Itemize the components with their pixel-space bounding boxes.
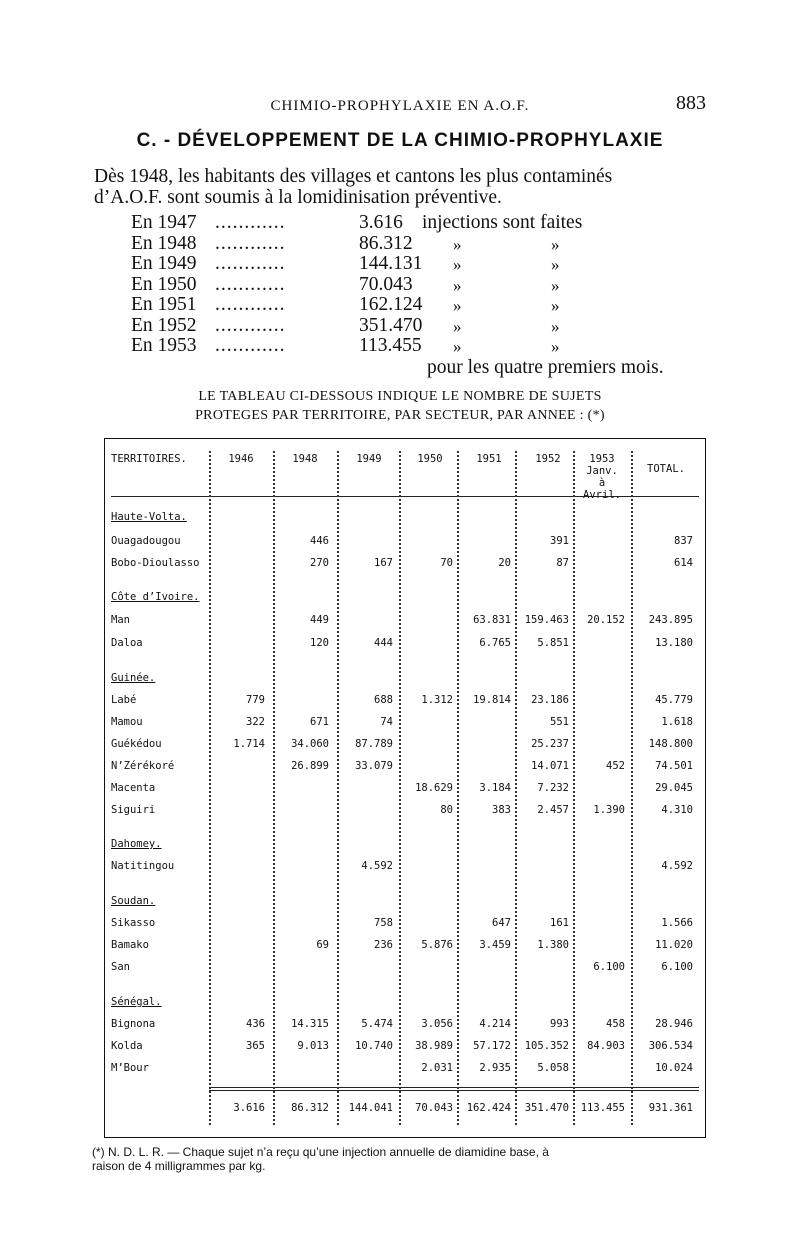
table-cell: 34.060 bbox=[291, 738, 329, 750]
table-cell: 2.031 bbox=[421, 1062, 453, 1074]
ditto-mark: » bbox=[453, 255, 462, 274]
table-cell: 84.903 bbox=[587, 1040, 625, 1052]
table-cell: 1.618 bbox=[661, 716, 693, 728]
table-cell: 87 bbox=[556, 557, 569, 569]
table-cell: 4.214 bbox=[479, 1018, 511, 1030]
injection-count: 86.312 bbox=[359, 232, 413, 254]
sector-name: Ouagadougou bbox=[111, 535, 181, 547]
table-row bbox=[105, 535, 705, 551]
table-cell: 243.895 bbox=[648, 614, 693, 626]
sector-name: Man bbox=[111, 614, 130, 626]
total-cell: 86.312 bbox=[291, 1102, 329, 1114]
table-cell: 57.172 bbox=[473, 1040, 511, 1052]
table-cell: 18.629 bbox=[415, 782, 453, 794]
header-1953-janv: Janv. bbox=[586, 465, 618, 477]
intro-line-2: d’A.O.F. sont soumis à la lomidinisation préventive. bbox=[94, 187, 502, 208]
sector-name: M’Bour bbox=[111, 1062, 149, 1074]
year-label: En 1952 bbox=[131, 314, 197, 336]
table-cell: 551 bbox=[550, 716, 569, 728]
year-label: En 1948 bbox=[131, 232, 197, 254]
injection-count: 113.455 bbox=[359, 335, 422, 356]
table-cell: 436 bbox=[246, 1018, 265, 1030]
table-cell: 9.013 bbox=[297, 1040, 329, 1052]
totals-rule-1 bbox=[209, 1087, 699, 1088]
table-cell: 270 bbox=[310, 557, 329, 569]
header-1953-a: à bbox=[598, 477, 606, 489]
note-1953: pour les quatre premiers mois. bbox=[427, 357, 664, 378]
running-head: CHIMIO-PROPHYLAXIE EN A.O.F. bbox=[270, 98, 530, 114]
footnote bbox=[92, 1145, 712, 1173]
table-cell: 444 bbox=[374, 637, 393, 649]
table-cell: 159.463 bbox=[524, 614, 569, 626]
total-cell: 931.361 bbox=[648, 1102, 693, 1114]
injection-count: 3.616 bbox=[359, 212, 403, 233]
ditto-mark: » bbox=[453, 337, 462, 356]
table-cell: 148.800 bbox=[648, 738, 693, 750]
table-cell: 3.056 bbox=[421, 1018, 453, 1030]
ditto-mark: » bbox=[551, 234, 560, 254]
territory-name: Côte d’Ivoire. bbox=[111, 591, 200, 603]
table-row bbox=[105, 860, 705, 876]
table-cell: 2.457 bbox=[537, 804, 569, 816]
table-cell: 647 bbox=[492, 917, 511, 929]
table-cell: 236 bbox=[374, 939, 393, 951]
intro-line-1: Dès 1948, les habitants des villages et cantons les plus contaminés bbox=[94, 166, 613, 187]
table-cell: 688 bbox=[374, 694, 393, 706]
total-cell: 3.616 bbox=[233, 1102, 265, 1114]
territory-name: Guinée. bbox=[111, 672, 156, 684]
table-cell: 29.045 bbox=[655, 782, 693, 794]
injection-count: 70.043 bbox=[359, 273, 413, 295]
table-cell: 5.474 bbox=[361, 1018, 393, 1030]
table-row bbox=[105, 939, 705, 955]
header-1952: 1952 bbox=[535, 453, 561, 465]
header-1953 bbox=[573, 453, 631, 501]
table-cell: 837 bbox=[674, 535, 693, 547]
table-cell: 105.352 bbox=[524, 1040, 569, 1052]
table-cell: 2.935 bbox=[479, 1062, 511, 1074]
year-label: En 1951 bbox=[131, 294, 197, 315]
table-row bbox=[105, 557, 705, 573]
table-row bbox=[105, 760, 705, 776]
table-cell: 5.851 bbox=[537, 637, 569, 649]
sector-name: N’Zérékoré bbox=[111, 760, 175, 772]
table-cell: 1.566 bbox=[661, 917, 693, 929]
table-cell: 306.534 bbox=[648, 1040, 693, 1052]
ditto-mark: » bbox=[551, 316, 560, 336]
leader-dots: ............ bbox=[215, 273, 286, 295]
table-cell: 6.100 bbox=[661, 961, 693, 973]
header-1950: 1950 bbox=[417, 453, 443, 465]
table-caption bbox=[0, 387, 800, 425]
footnote-line-1: (*) N. D. L. R. — Chaque sujet n’a reçu qu’une injection annuelle de diamidine base, à bbox=[92, 1145, 549, 1159]
table-cell: 14.315 bbox=[291, 1018, 329, 1030]
table-row bbox=[105, 961, 705, 977]
header-1953-avril: Avril. bbox=[583, 489, 621, 501]
territory-group-row bbox=[105, 838, 705, 854]
ditto-mark: » bbox=[453, 316, 462, 336]
table-cell: 452 bbox=[606, 760, 625, 772]
table-cell: 6.765 bbox=[479, 637, 511, 649]
table-cell: 7.232 bbox=[537, 782, 569, 794]
table-row bbox=[105, 1062, 705, 1078]
leader-dots: ............ bbox=[215, 212, 286, 233]
table-cell: 11.020 bbox=[655, 939, 693, 951]
header-1948: 1948 bbox=[292, 453, 318, 465]
table-row bbox=[105, 782, 705, 798]
table-cell: 671 bbox=[310, 716, 329, 728]
table-cell: 993 bbox=[550, 1018, 569, 1030]
table-cell: 87.789 bbox=[355, 738, 393, 750]
table-cell: 23.186 bbox=[531, 694, 569, 706]
table-cell: 80 bbox=[440, 804, 453, 816]
year-label: En 1950 bbox=[131, 273, 197, 295]
table-cell: 458 bbox=[606, 1018, 625, 1030]
territory-name: Sénégal. bbox=[111, 996, 162, 1008]
table-cell: 5.876 bbox=[421, 939, 453, 951]
ditto-mark: » bbox=[551, 255, 560, 274]
table-cell: 383 bbox=[492, 804, 511, 816]
table-cell: 38.989 bbox=[415, 1040, 453, 1052]
sector-name: Labé bbox=[111, 694, 137, 706]
total-cell: 70.043 bbox=[415, 1102, 453, 1114]
sector-name: Sikasso bbox=[111, 917, 156, 929]
table-cell: 74 bbox=[380, 716, 393, 728]
section-heading: C. - DÉVELOPPEMENT DE LA CHIMIO-PROPHYLAXIE bbox=[136, 130, 664, 151]
year-label: En 1947 bbox=[131, 212, 197, 233]
table-cell: 161 bbox=[550, 917, 569, 929]
table-cell: 167 bbox=[374, 557, 393, 569]
sector-name: Siguiri bbox=[111, 804, 156, 816]
table-row bbox=[105, 1018, 705, 1034]
header-1951: 1951 bbox=[476, 453, 502, 465]
table-cell: 10.740 bbox=[355, 1040, 393, 1052]
table-cell: 70 bbox=[440, 557, 453, 569]
leader-dots: ............ bbox=[215, 335, 286, 356]
header-1949: 1949 bbox=[356, 453, 382, 465]
table-cell: 614 bbox=[674, 557, 693, 569]
footnote-line-2: raison de 4 milligrammes par kg. bbox=[92, 1159, 266, 1173]
table-caption-line-1: LE TABLEAU CI-DESSOUS INDIQUE LE NOMBRE DE SUJETS bbox=[198, 389, 602, 404]
table-cell: 5.058 bbox=[537, 1062, 569, 1074]
territory-group-row bbox=[105, 511, 705, 527]
table-cell: 69 bbox=[316, 939, 329, 951]
totals-rule-2 bbox=[209, 1090, 699, 1091]
table-cell: 25.237 bbox=[531, 738, 569, 750]
table-cell: 1.714 bbox=[233, 738, 265, 750]
table-row bbox=[105, 694, 705, 710]
intro-paragraph bbox=[94, 166, 714, 208]
table-cell: 6.100 bbox=[593, 961, 625, 973]
totals-row bbox=[105, 1102, 705, 1118]
table-row bbox=[105, 637, 705, 653]
injection-count: 144.131 bbox=[359, 253, 423, 274]
table-row bbox=[105, 804, 705, 820]
sector-name: Kolda bbox=[111, 1040, 143, 1052]
page-number: 883 bbox=[676, 92, 706, 114]
leader-dots: ............ bbox=[215, 294, 286, 315]
table-cell: 45.779 bbox=[655, 694, 693, 706]
sector-name: Natitingou bbox=[111, 860, 175, 872]
sector-name: Macenta bbox=[111, 782, 156, 794]
total-cell: 351.470 bbox=[524, 1102, 569, 1114]
leader-dots: ............ bbox=[215, 253, 286, 274]
territory-group-row bbox=[105, 672, 705, 688]
table-cell: 1.380 bbox=[537, 939, 569, 951]
table-cell: 63.831 bbox=[473, 614, 511, 626]
sector-name: Bobo-Dioulasso bbox=[111, 557, 200, 569]
sector-name: Daloa bbox=[111, 637, 143, 649]
year-label: En 1953 bbox=[131, 335, 197, 356]
table-cell: 322 bbox=[246, 716, 265, 728]
table-cell: 758 bbox=[374, 917, 393, 929]
header-1946: 1946 bbox=[228, 453, 254, 465]
table-cell: 4.592 bbox=[361, 860, 393, 872]
territory-name: Soudan. bbox=[111, 895, 156, 907]
territory-name: Haute-Volta. bbox=[111, 511, 187, 523]
unit-text: injections sont faites bbox=[422, 212, 583, 233]
year-label: En 1949 bbox=[131, 253, 197, 274]
table-cell: 20 bbox=[498, 557, 511, 569]
territory-group-row bbox=[105, 996, 705, 1012]
sector-name: Guékédou bbox=[111, 738, 162, 750]
table-cell: 4.310 bbox=[661, 804, 693, 816]
ditto-mark: » bbox=[453, 296, 462, 315]
table-cell: 74.501 bbox=[655, 760, 693, 772]
table-cell: 19.814 bbox=[473, 694, 511, 706]
header-territoires: TERRITOIRES. bbox=[111, 453, 187, 465]
sector-name: Mamou bbox=[111, 716, 143, 728]
territory-group-row bbox=[105, 895, 705, 911]
ditto-mark: » bbox=[453, 234, 462, 254]
total-cell: 162.424 bbox=[466, 1102, 511, 1114]
injection-count: 351.470 bbox=[359, 314, 423, 336]
header-rule bbox=[111, 496, 699, 497]
table-row bbox=[105, 917, 705, 933]
ditto-mark: » bbox=[551, 337, 560, 356]
territory-group-row bbox=[105, 591, 705, 607]
table-row bbox=[105, 1040, 705, 1056]
table-caption-line-2: PROTEGES PAR TERRITOIRE, PAR SECTEUR, PAR ANNEE : (*) bbox=[195, 408, 605, 423]
header-1953-year: 1953 bbox=[589, 453, 615, 465]
table-cell: 28.946 bbox=[655, 1018, 693, 1030]
injection-count: 162.124 bbox=[359, 294, 423, 315]
sector-name: Bamako bbox=[111, 939, 149, 951]
table-row bbox=[105, 738, 705, 754]
table-row bbox=[105, 716, 705, 732]
leader-dots: ............ bbox=[215, 314, 286, 336]
data-table bbox=[104, 438, 706, 1138]
sector-name: San bbox=[111, 961, 130, 973]
table-cell: 33.079 bbox=[355, 760, 393, 772]
table-cell: 120 bbox=[310, 637, 329, 649]
sector-name: Bignona bbox=[111, 1018, 156, 1030]
ditto-mark: » bbox=[453, 275, 462, 295]
table-cell: 1.390 bbox=[593, 804, 625, 816]
header-total: TOTAL. bbox=[647, 463, 685, 475]
table-cell: 3.459 bbox=[479, 939, 511, 951]
table-cell: 13.180 bbox=[655, 637, 693, 649]
table-cell: 1.312 bbox=[421, 694, 453, 706]
table-cell: 449 bbox=[310, 614, 329, 626]
ditto-mark: » bbox=[551, 296, 560, 315]
territory-name: Dahomey. bbox=[111, 838, 162, 850]
total-cell: 144.041 bbox=[348, 1102, 393, 1114]
table-cell: 4.592 bbox=[661, 860, 693, 872]
leader-dots: ............ bbox=[215, 232, 286, 254]
table-cell: 14.071 bbox=[531, 760, 569, 772]
table-cell: 3.184 bbox=[479, 782, 511, 794]
table-cell: 10.024 bbox=[655, 1062, 693, 1074]
table-row bbox=[105, 614, 705, 630]
table-cell: 446 bbox=[310, 535, 329, 547]
table-cell: 779 bbox=[246, 694, 265, 706]
ditto-mark: » bbox=[551, 275, 560, 295]
table-cell: 20.152 bbox=[587, 614, 625, 626]
total-cell: 113.455 bbox=[580, 1102, 625, 1114]
table-cell: 26.899 bbox=[291, 760, 329, 772]
table-cell: 365 bbox=[246, 1040, 265, 1052]
table-cell: 391 bbox=[550, 535, 569, 547]
